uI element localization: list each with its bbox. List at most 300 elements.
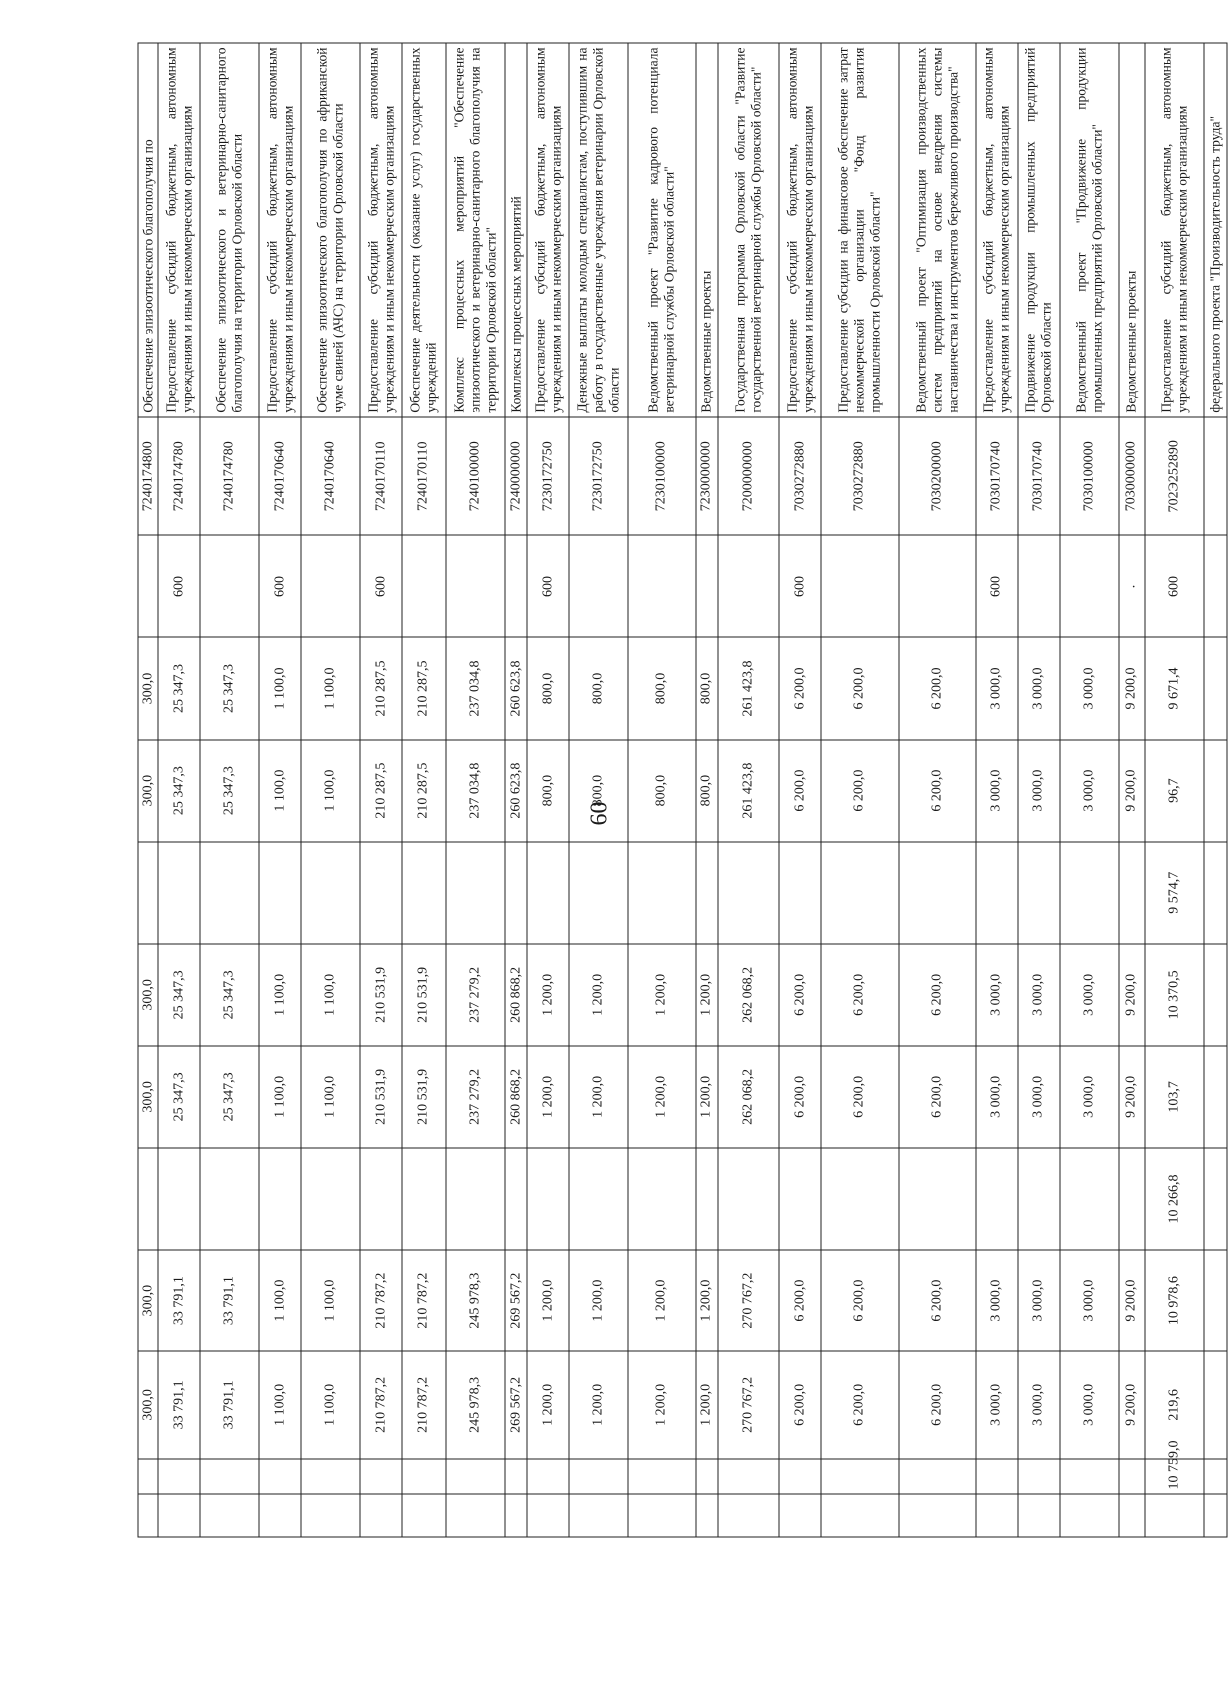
table-row bbox=[301, 43, 360, 1537]
value-cell bbox=[402, 1494, 446, 1537]
value-cell bbox=[779, 842, 821, 944]
value-cell bbox=[259, 842, 301, 944]
expense-type-cell bbox=[200, 535, 259, 637]
value-cell bbox=[200, 1148, 259, 1250]
value-cell bbox=[259, 1148, 301, 1250]
budget-code-cell: 7240100000 bbox=[446, 417, 505, 535]
value-cell: 3 000,0 bbox=[1018, 1250, 1060, 1351]
value-cell: 6 200,0 bbox=[779, 944, 821, 1046]
value-cell bbox=[976, 1459, 1018, 1494]
value-cell bbox=[138, 1459, 158, 1494]
value-cell: 6 200,0 bbox=[821, 637, 898, 739]
expense-type-cell bbox=[696, 535, 718, 637]
value-cell bbox=[1018, 1148, 1060, 1250]
value-cell: 3 000,0 bbox=[1018, 637, 1060, 739]
value-cell: 210 787,2 bbox=[402, 1250, 446, 1351]
value-cell: 269 567,2 bbox=[505, 1351, 527, 1458]
value-cell: 262 068,2 bbox=[718, 944, 779, 1046]
value-cell: 237 279,2 bbox=[446, 1046, 505, 1148]
value-cell: 3 000,0 bbox=[1018, 944, 1060, 1046]
item-name-cell: Комплексы процессных мероприятий bbox=[505, 43, 527, 417]
value-cell: 210 531,9 bbox=[360, 944, 402, 1046]
value-cell bbox=[976, 1494, 1018, 1537]
value-cell bbox=[505, 1148, 527, 1250]
value-cell bbox=[1204, 1046, 1227, 1148]
expense-type-cell bbox=[505, 535, 527, 637]
table-row bbox=[1119, 43, 1146, 1537]
value-cell: 10 266,8 bbox=[1145, 1148, 1204, 1250]
budget-code-cell: 7200000000 bbox=[718, 417, 779, 535]
table-row bbox=[779, 43, 821, 1537]
value-cell: 1 100,0 bbox=[259, 637, 301, 739]
value-cell bbox=[696, 1494, 718, 1537]
value-cell bbox=[628, 1148, 695, 1250]
expense-type-cell bbox=[1204, 535, 1227, 637]
expense-type-cell bbox=[899, 535, 976, 637]
value-cell: 3 000,0 bbox=[976, 1046, 1018, 1148]
value-cell bbox=[569, 1148, 628, 1250]
item-name-cell: Ведомственный проект "Развитие кадрового потенциала ветеринарной службы Орловской области" bbox=[628, 43, 695, 417]
value-cell bbox=[1060, 842, 1119, 944]
value-cell: 1 100,0 bbox=[301, 637, 360, 739]
value-cell bbox=[138, 1148, 158, 1250]
value-cell: 33 791,1 bbox=[158, 1250, 200, 1351]
table-row bbox=[821, 43, 898, 1537]
value-cell bbox=[779, 1494, 821, 1537]
value-cell: 3 000,0 bbox=[1060, 944, 1119, 1046]
value-cell: 25 347,3 bbox=[158, 1046, 200, 1148]
value-cell bbox=[527, 1494, 569, 1537]
item-name-cell: Государственная программа Орловской области "Развитие государственной ветеринарной службы Орловской области" bbox=[718, 43, 779, 417]
value-cell bbox=[259, 1494, 301, 1537]
expense-type-cell bbox=[569, 535, 628, 637]
value-cell bbox=[976, 842, 1018, 944]
value-cell: 1 200,0 bbox=[628, 944, 695, 1046]
budget-code-cell: 7240170640 bbox=[301, 417, 360, 535]
expense-type-cell bbox=[821, 535, 898, 637]
value-cell: 300,0 bbox=[138, 637, 158, 739]
value-cell bbox=[1204, 842, 1227, 944]
value-cell bbox=[158, 1494, 200, 1537]
item-name-cell: Предоставление субсидий бюджетным, автономным учреждениям и иным некоммерческим организациям bbox=[527, 43, 569, 417]
value-cell: 9 200,0 bbox=[1119, 637, 1146, 739]
value-cell bbox=[200, 842, 259, 944]
budget-code-cell: 7240174780 bbox=[158, 417, 200, 535]
value-cell bbox=[1204, 637, 1227, 739]
budget-code-cell: 702Э252890 bbox=[1145, 417, 1204, 535]
value-cell: 3 000,0 bbox=[1060, 637, 1119, 739]
budget-code-cell bbox=[1204, 417, 1227, 535]
table-body bbox=[138, 43, 1227, 1537]
value-cell: 1 100,0 bbox=[259, 1046, 301, 1148]
table-row bbox=[1145, 43, 1204, 1537]
value-cell: 1 200,0 bbox=[527, 944, 569, 1046]
value-cell: 262 068,2 bbox=[718, 1046, 779, 1148]
value-cell bbox=[360, 842, 402, 944]
value-cell: 800,0 bbox=[569, 740, 628, 842]
value-cell bbox=[301, 1494, 360, 1537]
value-cell: 800,0 bbox=[628, 637, 695, 739]
item-name-cell: Обеспечение эпизоотического благополучия по bbox=[138, 43, 158, 417]
item-name-cell: Ведомственные проекты bbox=[1119, 43, 1146, 417]
value-cell bbox=[821, 1459, 898, 1494]
budget-code-cell: 7240000000 bbox=[505, 417, 527, 535]
value-cell bbox=[505, 1494, 527, 1537]
value-cell: 9 671,4 bbox=[1145, 637, 1204, 739]
expense-type-cell: 600 bbox=[779, 535, 821, 637]
table-row bbox=[402, 43, 446, 1537]
value-cell bbox=[1119, 1459, 1146, 1494]
value-cell: 210 787,2 bbox=[360, 1351, 402, 1458]
value-cell bbox=[1204, 1148, 1227, 1250]
value-cell: 210 531,9 bbox=[360, 1046, 402, 1148]
value-cell bbox=[899, 1148, 976, 1250]
value-cell bbox=[158, 842, 200, 944]
value-cell: 6 200,0 bbox=[821, 740, 898, 842]
expense-type-cell bbox=[718, 535, 779, 637]
item-name-cell: Ведомственный проект "Оптимизация производственных систем предприятий на основе внедрения системы наставничества и инструментов бережливого производства" bbox=[899, 43, 976, 417]
budget-code-cell: 7030272880 bbox=[779, 417, 821, 535]
value-cell bbox=[779, 1148, 821, 1250]
value-cell: 1 200,0 bbox=[628, 1046, 695, 1148]
value-cell: 1 200,0 bbox=[527, 1046, 569, 1148]
item-name-cell: Предоставление субсидий бюджетным, автономным учреждениям и иным некоммерческим организациям bbox=[779, 43, 821, 417]
value-cell: 1 100,0 bbox=[301, 1351, 360, 1458]
value-cell bbox=[1204, 1250, 1227, 1351]
value-cell: 103,7 bbox=[1145, 1046, 1204, 1148]
value-cell: 1 200,0 bbox=[696, 944, 718, 1046]
value-cell: 6 200,0 bbox=[779, 637, 821, 739]
value-cell: 10 978,6 bbox=[1145, 1250, 1204, 1351]
value-cell: 1 100,0 bbox=[301, 1250, 360, 1351]
value-cell bbox=[718, 842, 779, 944]
page-number: 60 bbox=[586, 801, 613, 826]
value-cell: 1 100,0 bbox=[301, 1046, 360, 1148]
table-row bbox=[1060, 43, 1119, 1537]
value-cell bbox=[360, 1459, 402, 1494]
value-cell: 210 287,5 bbox=[360, 637, 402, 739]
value-cell: 1 200,0 bbox=[569, 944, 628, 1046]
item-name-cell: Денежные выплаты молодым специалистам, поступившим на работу в государственные учреждения ветеринарии Орловской области bbox=[569, 43, 628, 417]
value-cell bbox=[360, 1148, 402, 1250]
budget-code-cell: 7240174800 bbox=[138, 417, 158, 535]
value-cell: 260 868,2 bbox=[505, 944, 527, 1046]
value-cell bbox=[1204, 944, 1227, 1046]
value-cell: 210 787,2 bbox=[402, 1351, 446, 1458]
value-cell: 210 787,2 bbox=[360, 1250, 402, 1351]
budget-code-cell: 7030170740 bbox=[976, 417, 1018, 535]
table-row bbox=[259, 43, 301, 1537]
budget-code-cell: 7030170740 bbox=[1018, 417, 1060, 535]
budget-code-cell: 7230100000 bbox=[628, 417, 695, 535]
budget-table bbox=[138, 43, 1228, 1538]
expense-type-cell bbox=[446, 535, 505, 637]
table-row bbox=[628, 43, 695, 1537]
value-cell: 1 200,0 bbox=[628, 1351, 695, 1458]
value-cell bbox=[1204, 1351, 1227, 1458]
value-cell: 3 000,0 bbox=[1018, 1046, 1060, 1148]
value-cell bbox=[301, 1459, 360, 1494]
value-cell: 210 531,9 bbox=[402, 944, 446, 1046]
value-cell bbox=[1060, 1148, 1119, 1250]
value-cell: 210 287,5 bbox=[402, 637, 446, 739]
item-name-cell: Предоставление субсидий бюджетным, автономным учреждениям и иным некоммерческим организациям bbox=[259, 43, 301, 417]
value-cell: 210 531,9 bbox=[402, 1046, 446, 1148]
value-cell bbox=[301, 1148, 360, 1250]
value-cell bbox=[527, 1148, 569, 1250]
value-cell bbox=[1204, 1494, 1227, 1537]
value-cell: 1 200,0 bbox=[527, 1351, 569, 1458]
value-cell bbox=[696, 842, 718, 944]
value-cell: 33 791,1 bbox=[200, 1351, 259, 1458]
item-name-cell: федерального проекта "Производительность труда" bbox=[1204, 43, 1227, 417]
value-cell bbox=[1060, 1459, 1119, 1494]
value-cell: 219,6 bbox=[1145, 1351, 1204, 1458]
value-cell: 269 567,2 bbox=[505, 1250, 527, 1351]
value-cell: 3 000,0 bbox=[1060, 1250, 1119, 1351]
value-cell: 210 287,5 bbox=[360, 740, 402, 842]
value-cell bbox=[718, 1459, 779, 1494]
value-cell bbox=[446, 1459, 505, 1494]
table-row bbox=[1204, 43, 1227, 1537]
expense-type-cell: 600 bbox=[976, 535, 1018, 637]
budget-code-cell: 7230000000 bbox=[696, 417, 718, 535]
value-cell: 1 100,0 bbox=[259, 1250, 301, 1351]
value-cell: 9 200,0 bbox=[1119, 740, 1146, 842]
value-cell: 9 200,0 bbox=[1119, 1250, 1146, 1351]
value-cell: 800,0 bbox=[696, 740, 718, 842]
value-cell bbox=[628, 1494, 695, 1537]
value-cell: 800,0 bbox=[569, 637, 628, 739]
value-cell: 25 347,3 bbox=[158, 944, 200, 1046]
value-cell: 270 767,2 bbox=[718, 1351, 779, 1458]
value-cell: 300,0 bbox=[138, 740, 158, 842]
expense-type-cell bbox=[138, 535, 158, 637]
value-cell: 300,0 bbox=[138, 1250, 158, 1351]
value-cell bbox=[718, 1494, 779, 1537]
value-cell bbox=[899, 842, 976, 944]
table-row bbox=[200, 43, 259, 1537]
value-cell: 800,0 bbox=[527, 637, 569, 739]
value-cell: 25 347,3 bbox=[200, 1046, 259, 1148]
value-cell: 1 200,0 bbox=[527, 1250, 569, 1351]
item-name-cell: Обеспечение эпизоотического благополучия по африканской чуме свиней (АЧС) на территории Орловской области bbox=[301, 43, 360, 417]
value-cell bbox=[446, 1494, 505, 1537]
table-row bbox=[505, 43, 527, 1537]
value-cell: 25 347,3 bbox=[158, 740, 200, 842]
value-cell bbox=[158, 1459, 200, 1494]
value-cell: 300,0 bbox=[138, 1351, 158, 1458]
table-row bbox=[976, 43, 1018, 1537]
value-cell bbox=[821, 842, 898, 944]
budget-code-cell: 7030100000 bbox=[1060, 417, 1119, 535]
value-cell bbox=[696, 1459, 718, 1494]
value-cell: 6 200,0 bbox=[821, 1351, 898, 1458]
value-cell bbox=[446, 842, 505, 944]
value-cell: 33 791,1 bbox=[200, 1250, 259, 1351]
value-cell bbox=[402, 1459, 446, 1494]
value-cell bbox=[360, 1494, 402, 1537]
item-name-cell: Обеспечение эпизоотического и ветеринарно-санитарного благополучия на территории Орловской области bbox=[200, 43, 259, 417]
value-cell: 1 200,0 bbox=[569, 1046, 628, 1148]
value-cell: 300,0 bbox=[138, 944, 158, 1046]
table-row bbox=[360, 43, 402, 1537]
value-cell: 210 287,5 bbox=[402, 740, 446, 842]
value-cell: 6 200,0 bbox=[821, 944, 898, 1046]
value-cell: 33 791,1 bbox=[158, 1351, 200, 1458]
item-name-cell: Предоставление субсидий бюджетным, автономным учреждениям и иным некоммерческим организациям bbox=[360, 43, 402, 417]
item-name-cell: Продвижение продукции промышленных предприятий Орловской области bbox=[1018, 43, 1060, 417]
value-cell bbox=[138, 1494, 158, 1537]
value-cell: 3 000,0 bbox=[1060, 1046, 1119, 1148]
value-cell bbox=[1119, 1494, 1146, 1537]
table-row bbox=[138, 43, 158, 1537]
value-cell bbox=[138, 842, 158, 944]
expense-type-cell: 600 bbox=[158, 535, 200, 637]
value-cell: 260 623,8 bbox=[505, 637, 527, 739]
expense-type-cell: 600 bbox=[1145, 535, 1204, 637]
budget-code-cell: 7230172750 bbox=[527, 417, 569, 535]
value-cell bbox=[899, 1494, 976, 1537]
value-cell: 1 200,0 bbox=[628, 1250, 695, 1351]
table-row bbox=[718, 43, 779, 1537]
value-cell: 1 100,0 bbox=[259, 1351, 301, 1458]
item-name-cell: Предоставление субсидии на финансовое обеспечение затрат некоммерческой организации "Фонд развития промышленности Орловской области" bbox=[821, 43, 898, 417]
value-cell bbox=[527, 842, 569, 944]
expense-type-cell: . bbox=[1119, 535, 1146, 637]
value-cell: 3 000,0 bbox=[1018, 740, 1060, 842]
value-cell bbox=[1018, 1459, 1060, 1494]
budget-table-wrapper bbox=[138, 43, 1228, 1538]
table-row bbox=[569, 43, 628, 1537]
value-cell: 245 978,3 bbox=[446, 1351, 505, 1458]
budget-code-cell: 7240170110 bbox=[360, 417, 402, 535]
expense-type-cell bbox=[1060, 535, 1119, 637]
value-cell bbox=[1204, 740, 1227, 842]
expense-type-cell bbox=[1018, 535, 1060, 637]
budget-code-cell: 7230172750 bbox=[569, 417, 628, 535]
expense-type-cell: 600 bbox=[527, 535, 569, 637]
value-cell: 6 200,0 bbox=[899, 1250, 976, 1351]
value-cell: 3 000,0 bbox=[976, 1250, 1018, 1351]
value-cell: 1 200,0 bbox=[569, 1250, 628, 1351]
value-cell bbox=[505, 842, 527, 944]
value-cell: 9 200,0 bbox=[1119, 1046, 1146, 1148]
expense-type-cell bbox=[628, 535, 695, 637]
value-cell: 6 200,0 bbox=[821, 1250, 898, 1351]
value-cell bbox=[505, 1459, 527, 1494]
value-cell: 25 347,3 bbox=[200, 740, 259, 842]
value-cell bbox=[899, 1459, 976, 1494]
value-cell: 800,0 bbox=[527, 740, 569, 842]
value-cell: 9 574,7 bbox=[1145, 842, 1204, 944]
value-cell bbox=[779, 1459, 821, 1494]
item-name-cell: Ведомственные проекты bbox=[696, 43, 718, 417]
value-cell: 300,0 bbox=[138, 1046, 158, 1148]
expense-type-cell bbox=[301, 535, 360, 637]
value-cell: 9 200,0 bbox=[1119, 944, 1146, 1046]
budget-code-cell: 7240174780 bbox=[200, 417, 259, 535]
table-row bbox=[527, 43, 569, 1537]
table-row bbox=[446, 43, 505, 1537]
value-cell: 3 000,0 bbox=[976, 944, 1018, 1046]
value-cell: 6 200,0 bbox=[821, 1046, 898, 1148]
value-cell: 9 200,0 bbox=[1119, 1351, 1146, 1458]
value-cell bbox=[446, 1148, 505, 1250]
expense-type-cell: 600 bbox=[360, 535, 402, 637]
value-cell bbox=[569, 1494, 628, 1537]
value-cell bbox=[1204, 1459, 1227, 1494]
value-cell: 1 200,0 bbox=[569, 1351, 628, 1458]
value-cell bbox=[696, 1148, 718, 1250]
value-cell: 1 200,0 bbox=[696, 1250, 718, 1351]
value-cell: 25 347,3 bbox=[200, 944, 259, 1046]
value-cell: 10 759,0 bbox=[1145, 1459, 1204, 1494]
value-cell bbox=[200, 1494, 259, 1537]
value-cell: 25 347,3 bbox=[200, 637, 259, 739]
value-cell bbox=[1060, 1494, 1119, 1537]
value-cell bbox=[1018, 1494, 1060, 1537]
value-cell: 237 279,2 bbox=[446, 944, 505, 1046]
value-cell bbox=[628, 842, 695, 944]
budget-code-cell: 7240170640 bbox=[259, 417, 301, 535]
value-cell: 237 034,8 bbox=[446, 740, 505, 842]
value-cell bbox=[1018, 842, 1060, 944]
value-cell bbox=[527, 1459, 569, 1494]
table-row bbox=[158, 43, 200, 1537]
value-cell: 3 000,0 bbox=[1018, 1351, 1060, 1458]
value-cell bbox=[200, 1459, 259, 1494]
value-cell: 1 100,0 bbox=[301, 740, 360, 842]
value-cell: 3 000,0 bbox=[1060, 740, 1119, 842]
value-cell: 261 423,8 bbox=[718, 637, 779, 739]
value-cell: 6 200,0 bbox=[779, 1046, 821, 1148]
value-cell: 800,0 bbox=[628, 740, 695, 842]
value-cell: 6 200,0 bbox=[899, 1351, 976, 1458]
budget-code-cell: 7030200000 bbox=[899, 417, 976, 535]
value-cell bbox=[402, 842, 446, 944]
value-cell: 25 347,3 bbox=[158, 637, 200, 739]
value-cell: 10 370,5 bbox=[1145, 944, 1204, 1046]
value-cell: 260 868,2 bbox=[505, 1046, 527, 1148]
value-cell: 6 200,0 bbox=[899, 944, 976, 1046]
item-name-cell: Предоставление субсидий бюджетным, автономным учреждениям и иным некоммерческим организациям bbox=[1145, 43, 1204, 417]
item-name-cell: Предоставление субсидий бюджетным, автономным учреждениям и иным некоммерческим организациям bbox=[158, 43, 200, 417]
value-cell bbox=[821, 1148, 898, 1250]
value-cell bbox=[301, 842, 360, 944]
value-cell: 261 423,8 bbox=[718, 740, 779, 842]
expense-type-cell: 600 bbox=[259, 535, 301, 637]
budget-code-cell: 7240170110 bbox=[402, 417, 446, 535]
value-cell: 1 100,0 bbox=[259, 944, 301, 1046]
table-row bbox=[899, 43, 976, 1537]
value-cell: 237 034,8 bbox=[446, 637, 505, 739]
value-cell: 6 200,0 bbox=[779, 1351, 821, 1458]
value-cell bbox=[259, 1459, 301, 1494]
item-name-cell: Обеспечение деятельности (оказание услуг) государственных учреждений bbox=[402, 43, 446, 417]
value-cell: 1 200,0 bbox=[696, 1351, 718, 1458]
value-cell: 6 200,0 bbox=[779, 1250, 821, 1351]
value-cell bbox=[158, 1148, 200, 1250]
value-cell: 800,0 bbox=[696, 637, 718, 739]
value-cell bbox=[402, 1148, 446, 1250]
value-cell: 1 100,0 bbox=[259, 740, 301, 842]
value-cell bbox=[1119, 842, 1146, 944]
item-name-cell: Предоставление субсидий бюджетным, автономным учреждениям и иным некоммерческим организациям bbox=[976, 43, 1018, 417]
value-cell: 1 100,0 bbox=[301, 944, 360, 1046]
value-cell: 3 000,0 bbox=[976, 1351, 1018, 1458]
value-cell: 6 200,0 bbox=[899, 637, 976, 739]
